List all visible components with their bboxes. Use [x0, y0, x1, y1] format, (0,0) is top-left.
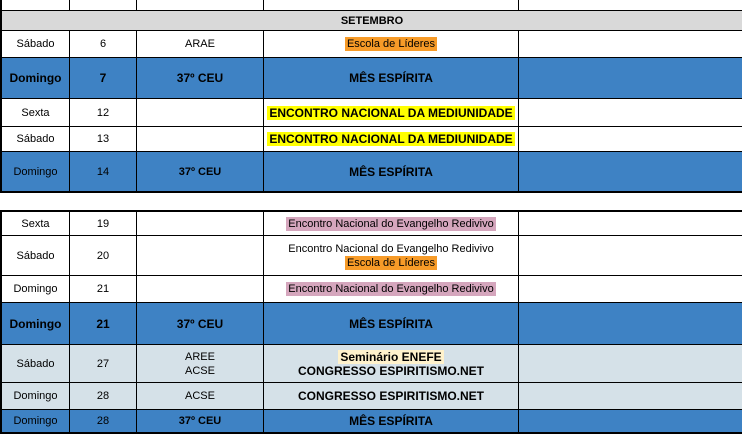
date-cell[interactable]: [70, 383, 137, 409]
table-row: [2, 31, 742, 58]
day-cell[interactable]: [2, 212, 70, 235]
day-label: Domingo: [9, 316, 62, 331]
date-cell[interactable]: [70, 236, 137, 275]
empty-cell[interactable]: [519, 31, 742, 57]
event-cell[interactable]: [264, 383, 519, 409]
date-cell[interactable]: [70, 410, 137, 432]
day-label: Sexta: [21, 217, 50, 230]
table-row: [2, 58, 742, 99]
event-cell[interactable]: [264, 212, 519, 235]
day-cell[interactable]: [2, 58, 70, 98]
day-label: Domingo: [13, 390, 58, 402]
org-label: ACSE: [185, 364, 215, 377]
table-row: [2, 236, 742, 276]
date-value: 28: [96, 390, 110, 402]
event-label: MÊS ESPÍRITA: [349, 71, 433, 85]
event-label: ENCONTRO NACIONAL DA MEDIUNIDADE: [269, 105, 513, 120]
day-label: Domingo: [9, 71, 62, 85]
day-cell[interactable]: [2, 345, 70, 382]
date-value: 21: [96, 316, 110, 331]
empty-cell[interactable]: [519, 212, 742, 235]
org-label: 37º CEU: [178, 165, 222, 178]
table-row: [2, 345, 742, 383]
event-cell[interactable]: [264, 410, 519, 432]
spreadsheet-cell[interactable]: [2, 0, 70, 10]
event-cell[interactable]: [264, 58, 519, 98]
table-row: [2, 99, 742, 127]
spreadsheet-cell[interactable]: [264, 0, 519, 10]
day-cell[interactable]: [2, 410, 70, 432]
org-cell[interactable]: [137, 152, 264, 191]
event-label: MÊS ESPÍRITA: [349, 164, 433, 179]
day-cell[interactable]: [2, 276, 70, 302]
event-cell[interactable]: [264, 152, 519, 191]
date-cell[interactable]: [70, 276, 137, 302]
event-cell[interactable]: [264, 127, 519, 151]
event-cell[interactable]: [264, 99, 519, 126]
event-label: Escola de Líderes: [346, 38, 436, 50]
day-label: Sábado: [16, 249, 55, 262]
day-cell[interactable]: [2, 152, 70, 191]
org-label: 37º CEU: [176, 71, 224, 85]
org-label: AREE: [185, 350, 215, 363]
day-label: Sábado: [16, 38, 55, 50]
event-label: Encontro Nacional do Evangelho Redivivo: [288, 283, 494, 295]
date-cell[interactable]: [70, 345, 137, 382]
org-label: 37º CEU: [178, 415, 222, 427]
day-cell[interactable]: [2, 99, 70, 126]
date-value: 7: [99, 71, 107, 85]
date-value: 14: [96, 165, 110, 178]
day-cell[interactable]: [2, 236, 70, 275]
event-cell[interactable]: [264, 31, 519, 57]
month-header[interactable]: [0, 10, 742, 31]
org-cell[interactable]: [137, 127, 264, 151]
date-cell[interactable]: [70, 31, 137, 57]
org-label: ACSE: [185, 390, 215, 402]
table-row: [2, 212, 742, 236]
empty-cell[interactable]: [519, 236, 742, 275]
date-value: 12: [96, 106, 110, 119]
table-row: [2, 383, 742, 410]
month-title: SETEMBRO: [340, 14, 404, 27]
empty-cell[interactable]: [519, 383, 742, 409]
event-label: Encontro Nacional do Evangelho Redivivo: [288, 217, 494, 230]
date-value: 13: [96, 133, 110, 145]
event-label: ENCONTRO NACIONAL DA MEDIUNIDADE: [269, 132, 513, 146]
spreadsheet-cell[interactable]: [137, 0, 264, 10]
calendar-table-september-second: [0, 210, 742, 434]
table-row: [2, 410, 742, 432]
org-cell[interactable]: [137, 276, 264, 302]
date-value: 21: [96, 283, 110, 295]
org-cell[interactable]: [137, 31, 264, 57]
org-label: 37º CEU: [176, 316, 224, 331]
org-cell[interactable]: [137, 99, 264, 126]
org-cell[interactable]: [137, 236, 264, 275]
empty-cell[interactable]: [519, 127, 742, 151]
table-row: [2, 127, 742, 152]
day-cell[interactable]: [2, 303, 70, 344]
table-gap: [0, 193, 742, 210]
empty-cell[interactable]: [519, 345, 742, 382]
empty-cell[interactable]: [519, 410, 742, 432]
event-label: CONGRESSO ESPIRITISMO.NET: [297, 363, 485, 378]
event-label: Escola de Líderes: [346, 256, 436, 269]
spreadsheet-cell[interactable]: [70, 0, 137, 10]
org-label: ARAE: [185, 38, 215, 50]
spreadsheet-cell[interactable]: [519, 0, 742, 10]
day-label: Sábado: [16, 357, 55, 370]
day-label: Sexta: [21, 106, 50, 119]
date-cell[interactable]: [70, 303, 137, 344]
empty-cell[interactable]: [519, 152, 742, 191]
cut-off-row: [0, 0, 742, 10]
empty-cell[interactable]: [519, 303, 742, 344]
event-label: MÊS ESPÍRITA: [349, 414, 433, 428]
date-cell[interactable]: [70, 212, 137, 235]
date-value: 19: [96, 217, 110, 230]
date-value: 27: [96, 357, 110, 370]
date-cell[interactable]: [70, 58, 137, 98]
event-cell[interactable]: [264, 345, 519, 382]
event-cell[interactable]: [264, 236, 519, 275]
day-cell[interactable]: [2, 31, 70, 57]
event-label: MÊS ESPÍRITA: [349, 316, 433, 331]
event-label: Seminário ENEFE: [340, 349, 442, 364]
table-row: [2, 152, 742, 191]
date-cell[interactable]: [70, 127, 137, 151]
event-cell[interactable]: [264, 303, 519, 344]
day-label: Sábado: [16, 133, 55, 145]
org-cell[interactable]: [137, 58, 264, 98]
event-cell[interactable]: [264, 276, 519, 302]
day-cell[interactable]: [2, 127, 70, 151]
empty-cell[interactable]: [519, 276, 742, 302]
date-value: 20: [96, 249, 110, 262]
day-label: Domingo: [13, 283, 58, 295]
org-cell[interactable]: [137, 303, 264, 344]
empty-cell[interactable]: [519, 58, 742, 98]
date-cell[interactable]: [70, 152, 137, 191]
org-cell[interactable]: [137, 212, 264, 235]
day-label: Domingo: [13, 165, 58, 178]
event-label: Encontro Nacional do Evangelho Redivivo: [288, 242, 494, 255]
org-cell[interactable]: [137, 383, 264, 409]
date-value: 28: [96, 415, 110, 427]
date-cell[interactable]: [70, 99, 137, 126]
empty-cell[interactable]: [519, 99, 742, 126]
table-row: [2, 303, 742, 345]
table-row: [2, 276, 742, 303]
org-cell[interactable]: [137, 345, 264, 382]
day-cell[interactable]: [2, 383, 70, 409]
org-cell[interactable]: [137, 410, 264, 432]
calendar-table-september-first: [0, 31, 742, 193]
date-value: 6: [99, 38, 107, 50]
day-label: Domingo: [13, 415, 58, 427]
event-label: CONGRESSO ESPIRITISMO.NET: [297, 389, 485, 403]
